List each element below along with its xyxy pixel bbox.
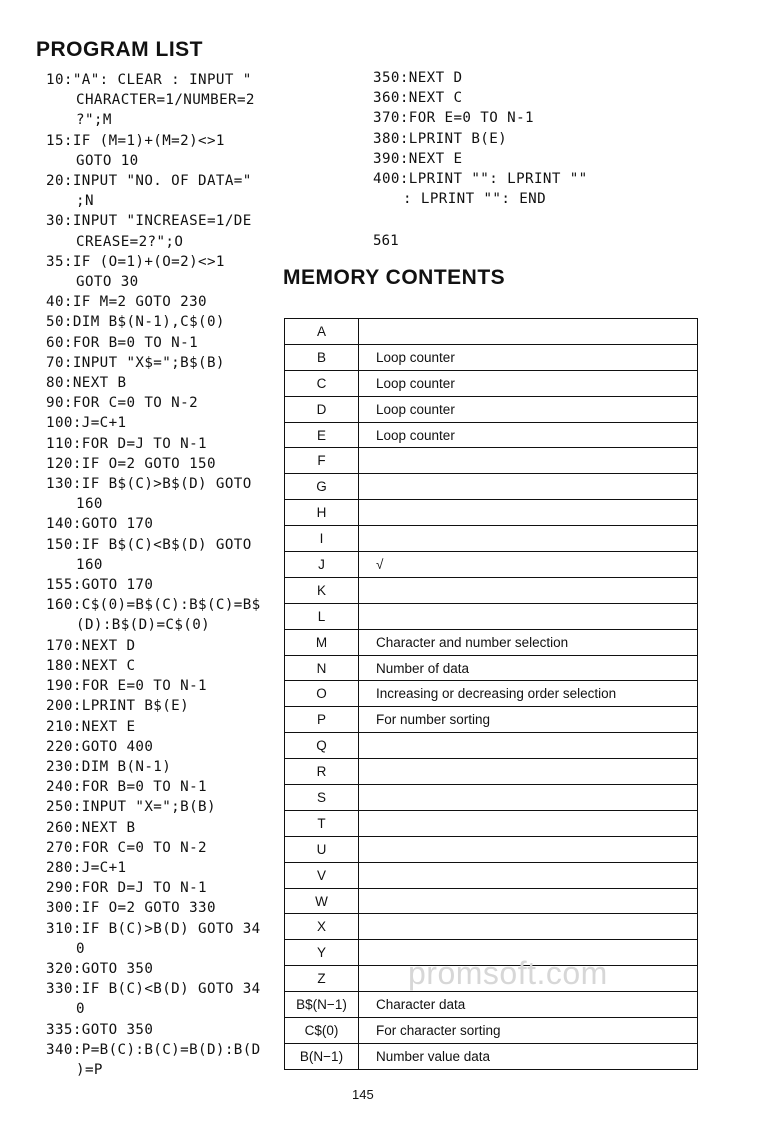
program-line: 330:IF B(C)<B(D) GOTO 34 bbox=[46, 981, 261, 998]
memory-row bbox=[285, 810, 698, 836]
memory-row bbox=[285, 707, 698, 733]
memory-description: For character sorting bbox=[359, 1018, 698, 1044]
program-statement bbox=[46, 797, 286, 817]
program-statement bbox=[46, 575, 286, 595]
memory-description bbox=[359, 810, 698, 836]
memory-row bbox=[285, 836, 698, 862]
program-statement bbox=[46, 777, 286, 797]
memory-description bbox=[359, 836, 698, 862]
program-line: 260:NEXT B bbox=[46, 819, 136, 836]
program-line: 250:INPUT "X=";B(B) bbox=[46, 799, 216, 816]
memory-description bbox=[359, 603, 698, 629]
program-statement bbox=[373, 68, 633, 88]
program-line: 150:IF B$(C)<B$(D) GOTO bbox=[46, 536, 252, 553]
program-statement bbox=[373, 88, 633, 108]
program-line: 230:DIM B(N-1) bbox=[46, 758, 172, 775]
memory-description bbox=[359, 319, 698, 345]
watermark: promsoft.com bbox=[408, 955, 608, 991]
program-listing-right bbox=[373, 68, 633, 209]
program-line: 390:NEXT E bbox=[373, 150, 463, 167]
program-line: 80:NEXT B bbox=[46, 375, 127, 392]
program-statement bbox=[46, 535, 286, 575]
program-statement bbox=[46, 373, 286, 393]
program-statement bbox=[46, 717, 286, 737]
program-line: 300:IF O=2 GOTO 330 bbox=[46, 900, 216, 917]
program-statement bbox=[46, 393, 286, 413]
memory-variable: B bbox=[285, 344, 359, 370]
program-statement bbox=[46, 898, 286, 918]
memory-description: Number of data bbox=[359, 655, 698, 681]
memory-row bbox=[285, 526, 698, 552]
program-statement bbox=[46, 959, 286, 979]
memory-variable: V bbox=[285, 862, 359, 888]
program-line: 30:INPUT "INCREASE=1/DE bbox=[46, 213, 252, 230]
memory-description bbox=[359, 474, 698, 500]
program-line: 350:NEXT D bbox=[373, 70, 463, 86]
memory-row bbox=[285, 629, 698, 655]
program-line: 320:GOTO 350 bbox=[46, 960, 154, 977]
program-line: 10:"A": CLEAR : INPUT " bbox=[46, 72, 252, 88]
program-statement bbox=[46, 656, 286, 676]
memory-description bbox=[359, 888, 698, 914]
program-line-continuation: GOTO 10 bbox=[76, 152, 139, 169]
program-line: 190:FOR E=0 TO N-1 bbox=[46, 678, 207, 695]
memory-variable: D bbox=[285, 396, 359, 422]
memory-variable: Y bbox=[285, 940, 359, 966]
memory-variable: B(N−1) bbox=[285, 1043, 359, 1069]
program-statement bbox=[46, 333, 286, 353]
program-statement bbox=[46, 696, 286, 716]
memory-variable: C bbox=[285, 370, 359, 396]
memory-description bbox=[359, 862, 698, 888]
page-number: 145 bbox=[352, 1087, 374, 1102]
program-line: 70:INPUT "X$=";B$(B) bbox=[46, 354, 225, 371]
memory-description: Loop counter bbox=[359, 344, 698, 370]
memory-variable: H bbox=[285, 500, 359, 526]
program-line-continuation: GOTO 30 bbox=[76, 274, 139, 291]
program-line: 335:GOTO 350 bbox=[46, 1021, 154, 1038]
memory-row bbox=[285, 319, 698, 345]
program-line-continuation: )=P bbox=[76, 1061, 103, 1078]
program-line: 15:IF (M=1)+(M=2)<>1 bbox=[46, 132, 225, 149]
program-statement bbox=[46, 312, 286, 332]
memory-description bbox=[359, 577, 698, 603]
program-line: 20:INPUT "NO. OF DATA=" bbox=[46, 173, 252, 190]
program-statement bbox=[46, 70, 286, 131]
program-line: 130:IF B$(C)>B$(D) GOTO bbox=[46, 476, 252, 493]
program-statement bbox=[46, 413, 286, 433]
program-line: 240:FOR B=0 TO N-1 bbox=[46, 779, 207, 796]
memory-description: Increasing or decreasing order selection bbox=[359, 681, 698, 707]
memory-description bbox=[359, 785, 698, 811]
program-byte-count: 561 bbox=[373, 233, 399, 249]
memory-row bbox=[285, 992, 698, 1018]
program-statement bbox=[46, 252, 286, 292]
memory-variable: Z bbox=[285, 966, 359, 992]
memory-description bbox=[359, 500, 698, 526]
program-statement bbox=[373, 149, 633, 169]
program-line: 90:FOR C=0 TO N-2 bbox=[46, 395, 199, 412]
program-statement bbox=[46, 636, 286, 656]
memory-description: Loop counter bbox=[359, 422, 698, 448]
memory-row bbox=[285, 1043, 698, 1069]
program-line: 60:FOR B=0 TO N-1 bbox=[46, 334, 199, 351]
memory-variable: K bbox=[285, 577, 359, 603]
program-line: 290:FOR D=J TO N-1 bbox=[46, 880, 207, 897]
program-statement bbox=[373, 129, 633, 149]
memory-description: Loop counter bbox=[359, 370, 698, 396]
memory-variable: P bbox=[285, 707, 359, 733]
program-line-continuation: ?";M bbox=[76, 112, 112, 129]
memory-description bbox=[359, 448, 698, 474]
memory-row bbox=[285, 370, 698, 396]
memory-variable: A bbox=[285, 319, 359, 345]
program-statement bbox=[46, 211, 286, 251]
program-statement bbox=[46, 818, 286, 838]
memory-row bbox=[285, 474, 698, 500]
program-line-continuation: 0 bbox=[76, 940, 85, 957]
memory-row bbox=[285, 759, 698, 785]
program-statement bbox=[46, 292, 286, 312]
memory-variable: B$(N−1) bbox=[285, 992, 359, 1018]
program-list-heading: PROGRAM LIST bbox=[36, 38, 203, 61]
program-statement bbox=[46, 676, 286, 696]
program-statement bbox=[46, 979, 286, 1019]
memory-row bbox=[285, 344, 698, 370]
program-statement bbox=[46, 434, 286, 454]
program-line-continuation: (D):B$(D)=C$(0) bbox=[76, 617, 211, 634]
program-line: 180:NEXT C bbox=[46, 657, 136, 674]
program-statement bbox=[46, 595, 286, 635]
program-line: 35:IF (O=1)+(O=2)<>1 bbox=[46, 253, 225, 270]
program-line: 160:C$(0)=B$(C):B$(C)=B$ bbox=[46, 597, 261, 614]
program-line-continuation: CHARACTER=1/NUMBER=2 bbox=[76, 92, 255, 109]
program-line-continuation: 160 bbox=[76, 496, 103, 513]
program-line: 280:J=C+1 bbox=[46, 859, 127, 876]
memory-description: Loop counter bbox=[359, 396, 698, 422]
program-line: 50:DIM B$(N-1),C$(0) bbox=[46, 314, 225, 331]
program-statement bbox=[46, 919, 286, 959]
memory-variable: U bbox=[285, 836, 359, 862]
memory-contents-heading: MEMORY CONTENTS bbox=[283, 266, 506, 289]
memory-variable: L bbox=[285, 603, 359, 629]
memory-description bbox=[359, 914, 698, 940]
program-line: 360:NEXT C bbox=[373, 90, 463, 107]
memory-variable: J bbox=[285, 552, 359, 578]
program-line-continuation: : LPRINT "": END bbox=[403, 191, 547, 208]
program-line: 310:IF B(C)>B(D) GOTO 34 bbox=[46, 920, 261, 937]
memory-row bbox=[285, 422, 698, 448]
program-line: 110:FOR D=J TO N-1 bbox=[46, 435, 207, 452]
memory-description: √ bbox=[359, 552, 698, 578]
program-line: 155:GOTO 170 bbox=[46, 577, 154, 594]
memory-description: Number value data bbox=[359, 1043, 698, 1069]
memory-row bbox=[285, 655, 698, 681]
memory-variable: I bbox=[285, 526, 359, 552]
program-line-continuation: CREASE=2?";O bbox=[76, 233, 184, 250]
memory-row bbox=[285, 862, 698, 888]
program-statement bbox=[46, 737, 286, 757]
memory-description: Character and number selection bbox=[359, 629, 698, 655]
memory-description: Character data bbox=[359, 992, 698, 1018]
memory-row bbox=[285, 552, 698, 578]
program-statement bbox=[46, 1040, 286, 1080]
program-statement bbox=[46, 171, 286, 211]
memory-row bbox=[285, 396, 698, 422]
program-line: 210:NEXT E bbox=[46, 718, 136, 735]
memory-variable: Q bbox=[285, 733, 359, 759]
memory-row bbox=[285, 785, 698, 811]
program-statement bbox=[46, 353, 286, 373]
program-line: 100:J=C+1 bbox=[46, 415, 127, 432]
program-statement bbox=[46, 131, 286, 171]
program-line: 170:NEXT D bbox=[46, 637, 136, 654]
program-statement bbox=[373, 169, 633, 209]
memory-row bbox=[285, 448, 698, 474]
program-line: 370:FOR E=0 TO N-1 bbox=[373, 110, 534, 127]
program-statement bbox=[46, 514, 286, 534]
program-statement bbox=[373, 108, 633, 128]
memory-row bbox=[285, 1018, 698, 1044]
memory-variable: S bbox=[285, 785, 359, 811]
program-statement bbox=[46, 474, 286, 514]
memory-variable: N bbox=[285, 655, 359, 681]
program-line-continuation: ;N bbox=[76, 193, 94, 210]
memory-description: For number sorting bbox=[359, 707, 698, 733]
memory-variable: G bbox=[285, 474, 359, 500]
program-line-continuation: 0 bbox=[76, 1001, 85, 1018]
memory-variable: F bbox=[285, 448, 359, 474]
memory-variable: C$(0) bbox=[285, 1018, 359, 1044]
memory-variable: E bbox=[285, 422, 359, 448]
memory-variable: T bbox=[285, 810, 359, 836]
program-line: 380:LPRINT B(E) bbox=[373, 130, 508, 147]
program-line: 340:P=B(C):B(C)=B(D):B(D bbox=[46, 1041, 261, 1058]
program-statement bbox=[46, 838, 286, 858]
program-line: 400:LPRINT "": LPRINT "" bbox=[373, 171, 588, 188]
memory-description bbox=[359, 526, 698, 552]
program-statement bbox=[46, 454, 286, 474]
program-statement bbox=[46, 757, 286, 777]
memory-row bbox=[285, 577, 698, 603]
memory-row bbox=[285, 914, 698, 940]
memory-row bbox=[285, 681, 698, 707]
program-line: 220:GOTO 400 bbox=[46, 738, 154, 755]
memory-variable: R bbox=[285, 759, 359, 785]
program-line: 120:IF O=2 GOTO 150 bbox=[46, 455, 216, 472]
program-statement bbox=[46, 878, 286, 898]
program-line: 40:IF M=2 GOTO 230 bbox=[46, 294, 207, 311]
memory-variable: W bbox=[285, 888, 359, 914]
program-line: 140:GOTO 170 bbox=[46, 516, 154, 533]
memory-variable: M bbox=[285, 629, 359, 655]
memory-description bbox=[359, 759, 698, 785]
memory-row bbox=[285, 888, 698, 914]
memory-variable: O bbox=[285, 681, 359, 707]
program-line: 200:LPRINT B$(E) bbox=[46, 698, 190, 715]
memory-variable: X bbox=[285, 914, 359, 940]
memory-row bbox=[285, 603, 698, 629]
memory-row bbox=[285, 733, 698, 759]
program-statement bbox=[46, 1020, 286, 1040]
program-line: 270:FOR C=0 TO N-2 bbox=[46, 839, 207, 856]
memory-row bbox=[285, 500, 698, 526]
program-statement bbox=[46, 858, 286, 878]
program-listing-left bbox=[46, 70, 286, 1080]
program-line-continuation: 160 bbox=[76, 556, 103, 573]
memory-description bbox=[359, 733, 698, 759]
